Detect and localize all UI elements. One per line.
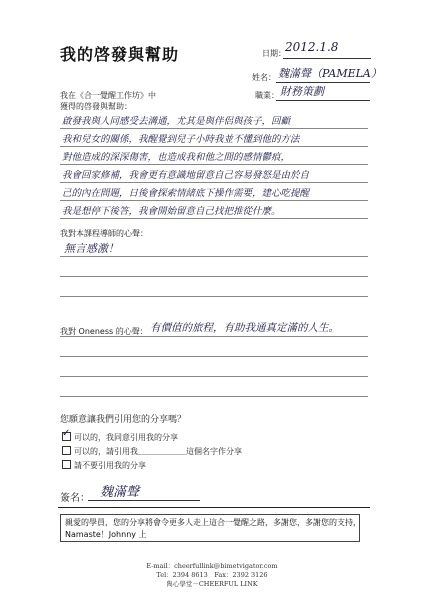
date-label: 日期： <box>262 49 286 58</box>
ruled-line <box>60 164 368 165</box>
footer-phone: Tel：2394 8613 Fax：2392 3126 <box>156 571 268 579</box>
thank-you-notice <box>60 514 360 542</box>
benefit-line: 己的內在問題，日後會探索情緒底下操作需要，建心吃提醒 <box>62 188 310 199</box>
workshop-prefix: 我在《合一覺醒工作坊》中 <box>60 91 156 100</box>
ruled-line <box>60 396 368 397</box>
ruled-line <box>60 276 368 277</box>
ruled-line <box>60 296 368 297</box>
benefit-label: 獲得的啓發與幫助： <box>60 102 132 111</box>
notice-line: 親愛的學員，您的分享將會令更多人走上這合一覺醒之路，多謝您，多謝您的支持， <box>65 518 361 527</box>
benefit-line: 我和兒女的關係，我醒覺到兒子小時我並不懂到他的方法 <box>62 134 300 145</box>
ruled-line <box>60 146 368 147</box>
checkbox[interactable] <box>62 428 71 441</box>
facilitator-label: 我對本課程導師的心聲： <box>60 229 148 238</box>
signature-label: 簽名： <box>60 493 90 504</box>
consent-option[interactable] <box>62 446 242 457</box>
job-underline <box>276 100 370 101</box>
job-value: 財務策劃 <box>280 85 324 98</box>
checkbox[interactable] <box>62 446 71 455</box>
date-value: 2012.1.8 <box>285 40 339 54</box>
consent-option-label: 可以的，我同意引用我的分享 <box>74 433 178 442</box>
benefit-line: 啟發我與人同感受去溝通，尤其是與伴侶與孩子，回顧 <box>62 116 291 127</box>
ruled-line <box>60 336 368 337</box>
notice-line: Namaste！Johnny 上 <box>65 530 147 539</box>
name-value: 魏滿聲（PAMELA） <box>278 67 382 80</box>
check-mark-icon: ✓ <box>62 428 71 439</box>
divider <box>58 507 370 508</box>
signature-underline <box>88 500 200 501</box>
consent-option[interactable] <box>62 460 146 471</box>
ruled-line <box>60 128 368 129</box>
benefit-line: 我會回家修補，我會更有意識地留意自己容易發怒是由於自 <box>62 170 310 181</box>
ruled-line <box>60 256 368 257</box>
ruled-line <box>60 218 368 219</box>
name-label: 姓名： <box>252 73 276 82</box>
job-label: 職業： <box>255 91 279 100</box>
checkbox[interactable] <box>62 460 71 469</box>
ruled-line <box>60 376 368 377</box>
benefit-line: 對他造成的深深傷害，也造成我和他之間的感情鬱痕， <box>62 152 291 163</box>
facilitator-answer: 無言感激！ <box>64 242 119 255</box>
date-underline <box>283 58 371 59</box>
footer-org: 雋心學堂－CHEERFUL LINK <box>166 580 258 588</box>
benefit-line: 我是想停下後答，我會開始留意自己找把推從什麼。 <box>62 206 281 217</box>
consent-question: 您願意讓我們引用您的分享嗎？ <box>60 415 187 425</box>
signature-value: 魏滿聲 <box>100 485 140 500</box>
consent-option-label: 可以的，請引用我＿＿＿＿＿＿這個名字作分享 <box>74 447 242 456</box>
consent-option-label: 請不要引用我的分享 <box>74 461 146 470</box>
page-title: 我的啓發與幫助 <box>60 45 180 64</box>
ruled-line <box>60 356 368 357</box>
oneness-answer: 有價值的旅程，有助我通真定滿的人生。 <box>150 322 339 334</box>
consent-option[interactable] <box>62 428 178 443</box>
ruled-line <box>60 182 368 183</box>
oneness-label: 我對 Oneness 的心聲： <box>60 327 148 336</box>
ruled-line <box>60 200 368 201</box>
footer-email: E-mail：cheerfullink@bimetvigator.com <box>146 562 278 570</box>
